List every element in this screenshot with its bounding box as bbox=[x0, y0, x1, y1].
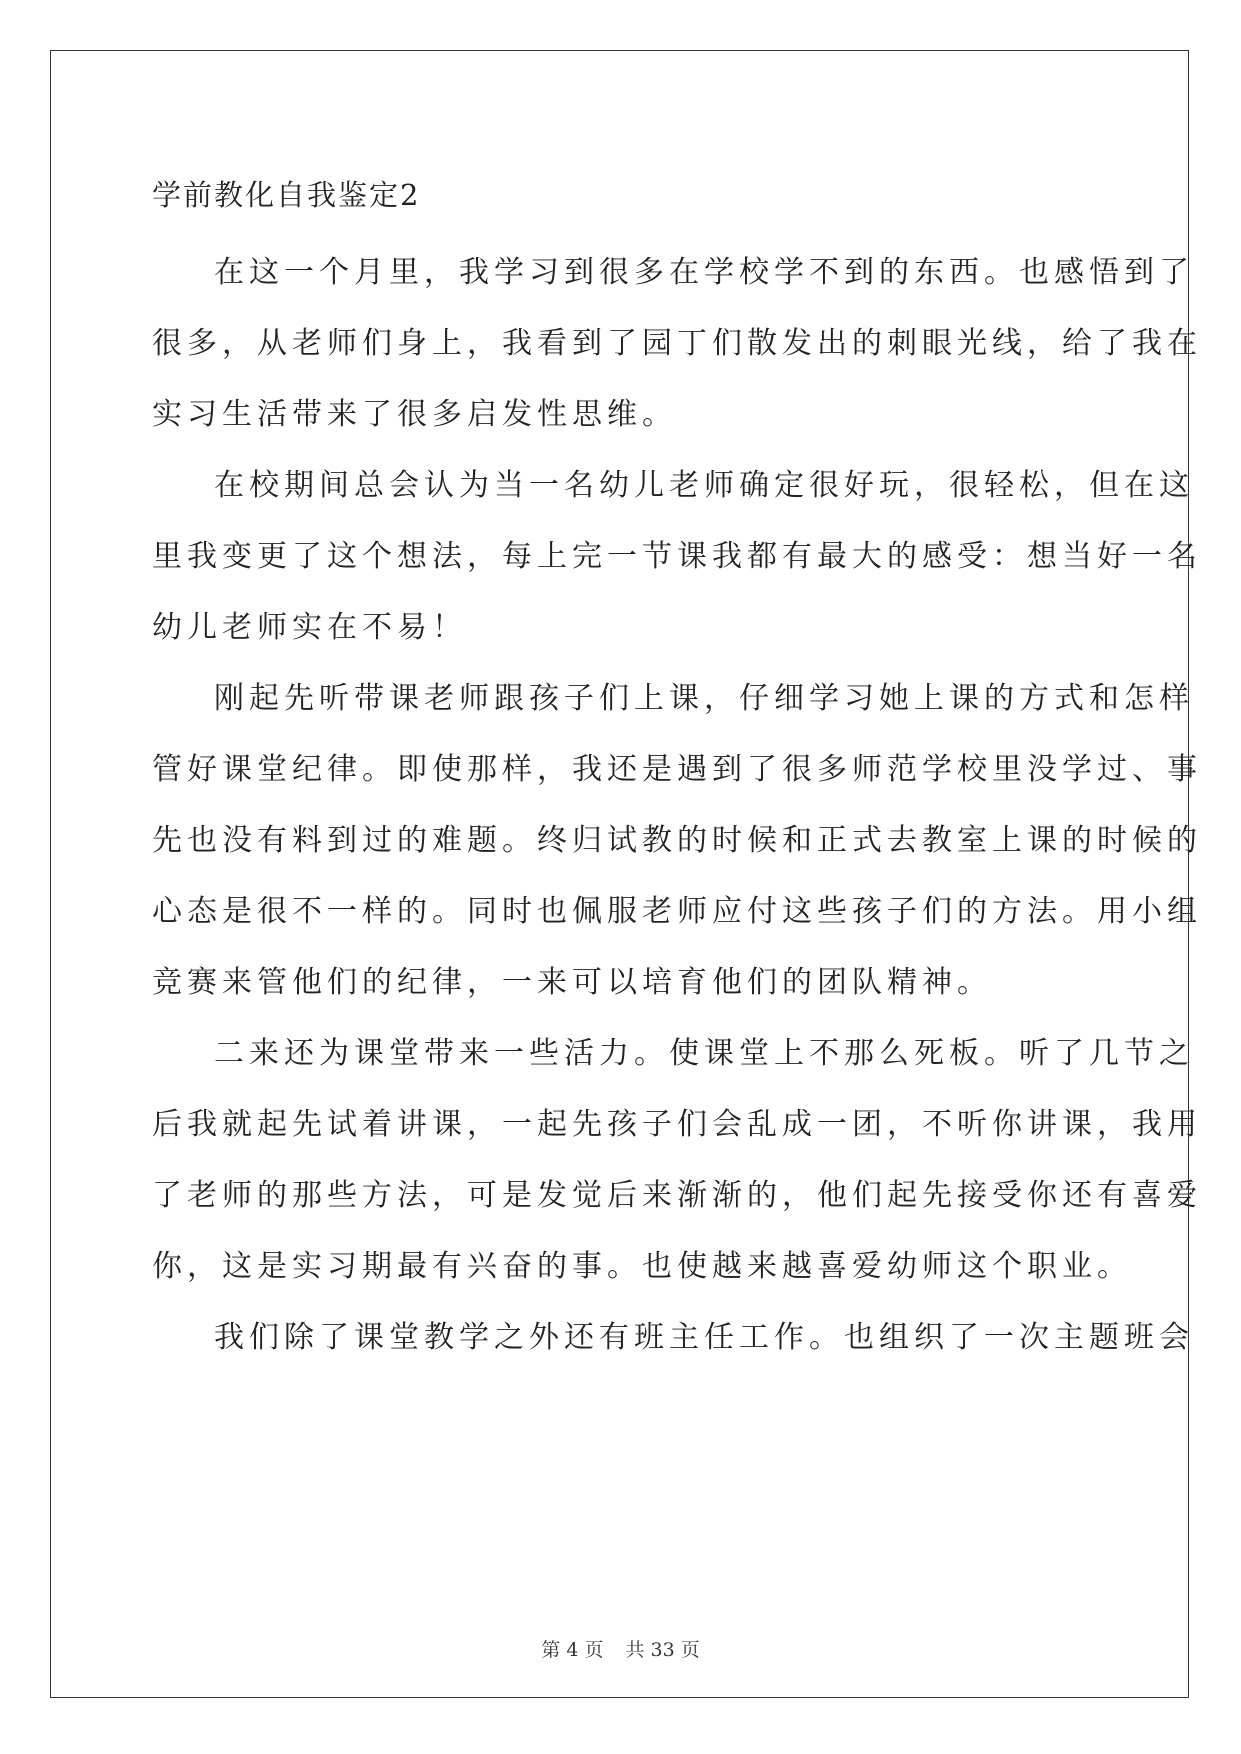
text-line: 幼儿老师实在不易！ bbox=[152, 610, 467, 645]
text-line: 竞赛来管他们的纪律，一来可以培育他们的团队精神。 bbox=[152, 965, 992, 1000]
paragraph-2 bbox=[152, 450, 1202, 663]
text-line: 在这一个月里，我学习到很多在学校学不到的东西。也感悟到了 bbox=[214, 255, 1194, 290]
paragraph-1 bbox=[152, 237, 1202, 450]
page-footer bbox=[0, 1635, 1241, 1662]
page-total: 共 33 页 bbox=[625, 1639, 700, 1661]
text-line: 里我变更了这个想法，每上完一节课我都有最大的感受：想当好一名 bbox=[152, 539, 1202, 574]
text-line: 你，这是实习期最有兴奋的事。也使越来越喜爱幼师这个职业。 bbox=[152, 1249, 1132, 1284]
document-body bbox=[152, 168, 1202, 1373]
text-line: 很多，从老师们身上，我看到了园丁们散发出的刺眼光线，给了我在 bbox=[152, 326, 1202, 361]
paragraph-4 bbox=[152, 1018, 1202, 1302]
text-line: 二来还为课堂带来一些活力。使课堂上不那么死板。听了几节之 bbox=[214, 1036, 1194, 1071]
document-title: 学前教化自我鉴定2 bbox=[152, 178, 421, 212]
text-line: 了老师的那些方法，可是发觉后来渐渐的，他们起先接受你还有喜爱 bbox=[152, 1178, 1202, 1213]
text-line: 后我就起先试着讲课，一起先孩子们会乱成一团，不听你讲课，我用 bbox=[152, 1107, 1202, 1142]
text-line: 先也没有料到过的难题。终归试教的时候和正式去教室上课的时候的 bbox=[152, 823, 1202, 858]
text-line: 实习生活带来了很多启发性思维。 bbox=[152, 397, 677, 432]
paragraph-5 bbox=[152, 1302, 1194, 1373]
paragraph-3 bbox=[152, 663, 1202, 1018]
text-line: 我们除了课堂教学之外还有班主任工作。也组织了一次主题班会 bbox=[214, 1320, 1194, 1355]
text-line: 心态是很不一样的。同时也佩服老师应付这些孩子们的方法。用小组 bbox=[152, 894, 1202, 929]
text-line: 刚起先听带课老师跟孩子们上课，仔细学习她上课的方式和怎样 bbox=[214, 681, 1194, 716]
text-line: 管好课堂纪律。即使那样，我还是遇到了很多师范学校里没学过、事 bbox=[152, 752, 1202, 787]
page-number: 第 4 页 bbox=[541, 1639, 604, 1661]
text-line: 在校期间总会认为当一名幼儿老师确定很好玩，很轻松，但在这 bbox=[214, 468, 1194, 503]
